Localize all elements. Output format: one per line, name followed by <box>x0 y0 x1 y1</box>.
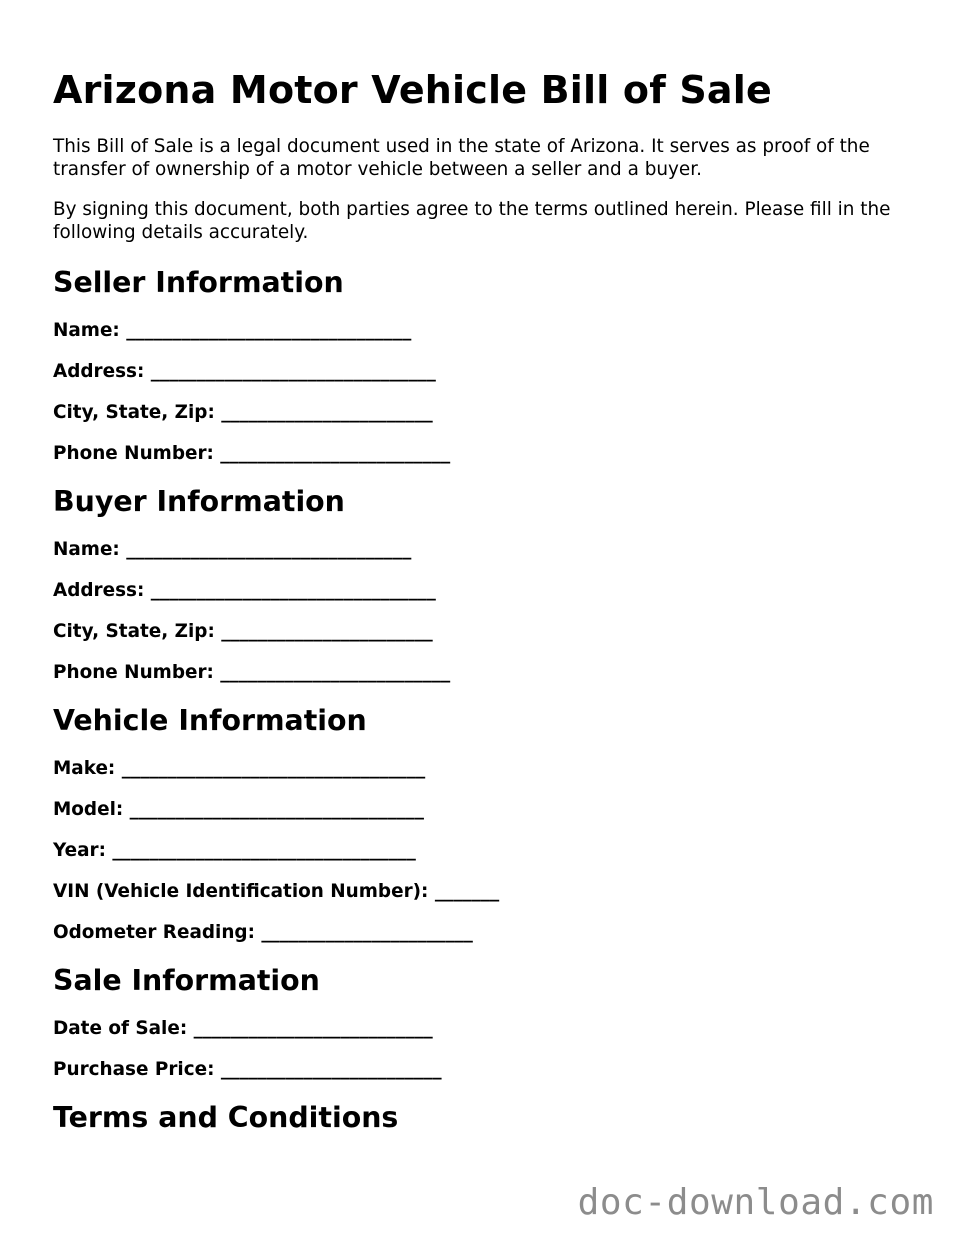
intro-paragraph-2: By signing this document, both parties agree to the terms outlined herein. Please fill in the following details accurately. <box>53 199 891 243</box>
vehicle-make-label: Make: <box>53 758 116 779</box>
sale-section <box>53 964 913 1081</box>
document-title: Arizona Motor Vehicle Bill of Sale <box>53 68 772 112</box>
vehicle-model-label: Model: <box>53 799 124 820</box>
vehicle-vin-field <box>53 881 913 903</box>
vehicle-vin-blank: _______ <box>434 881 500 902</box>
buyer-section <box>53 485 913 684</box>
terms-heading: Terms and Conditions <box>53 1101 399 1134</box>
seller-name-label: Name: <box>53 320 120 341</box>
seller-name-blank: _______________________________ <box>126 320 412 341</box>
sale-date-label: Date of Sale: <box>53 1018 188 1039</box>
vehicle-make-field <box>53 758 913 780</box>
seller-phone-field <box>53 443 913 465</box>
vehicle-vin-label: VIN (Vehicle Identification Number): <box>53 881 429 902</box>
seller-address-blank: _______________________________ <box>150 361 436 382</box>
buyer-city-field <box>53 621 913 643</box>
vehicle-year-label: Year: <box>53 840 106 861</box>
document-page <box>53 64 913 1135</box>
vehicle-odometer-blank: _______________________ <box>261 922 473 943</box>
vehicle-make-blank: _________________________________ <box>121 758 426 779</box>
buyer-phone-field <box>53 662 913 684</box>
seller-section <box>53 266 913 465</box>
buyer-phone-label: Phone Number: <box>53 662 214 683</box>
seller-heading: Seller Information <box>53 266 344 299</box>
seller-phone-blank: _________________________ <box>220 443 451 464</box>
sale-price-label: Purchase Price: <box>53 1059 215 1080</box>
buyer-address-label: Address: <box>53 580 145 601</box>
buyer-name-blank: _______________________________ <box>126 539 412 560</box>
sale-date-blank: __________________________ <box>193 1018 433 1039</box>
seller-address-field <box>53 361 913 383</box>
vehicle-model-field <box>53 799 913 821</box>
vehicle-odometer-label: Odometer Reading: <box>53 922 255 943</box>
buyer-name-label: Name: <box>53 539 120 560</box>
seller-city-label: City, State, Zip: <box>53 402 215 423</box>
sale-price-field <box>53 1059 913 1081</box>
buyer-name-field <box>53 539 913 561</box>
buyer-phone-blank: _________________________ <box>220 662 451 683</box>
vehicle-model-blank: ________________________________ <box>129 799 424 820</box>
seller-address-label: Address: <box>53 361 145 382</box>
watermark-text: doc-download.com <box>577 1182 934 1223</box>
seller-name-field <box>53 320 913 342</box>
vehicle-section <box>53 704 913 944</box>
buyer-city-label: City, State, Zip: <box>53 621 215 642</box>
vehicle-year-blank: _________________________________ <box>112 840 416 861</box>
buyer-address-blank: _______________________________ <box>150 580 436 601</box>
intro-paragraph-1: This Bill of Sale is a legal document used in the state of Arizona. It serves as proof of the transfer of ownership of a motor vehicle between a seller and a buyer. <box>53 136 870 180</box>
terms-section <box>53 1101 913 1135</box>
vehicle-year-field <box>53 840 913 862</box>
sale-price-blank: ________________________ <box>220 1059 442 1080</box>
seller-phone-label: Phone Number: <box>53 443 214 464</box>
buyer-address-field <box>53 580 913 602</box>
vehicle-heading: Vehicle Information <box>53 704 367 737</box>
vehicle-odometer-field <box>53 922 913 944</box>
seller-city-blank: _______________________ <box>221 402 433 423</box>
seller-city-field <box>53 402 913 424</box>
sale-heading: Sale Information <box>53 964 320 997</box>
buyer-city-blank: _______________________ <box>221 621 433 642</box>
buyer-heading: Buyer Information <box>53 485 345 518</box>
sale-date-field <box>53 1018 913 1040</box>
